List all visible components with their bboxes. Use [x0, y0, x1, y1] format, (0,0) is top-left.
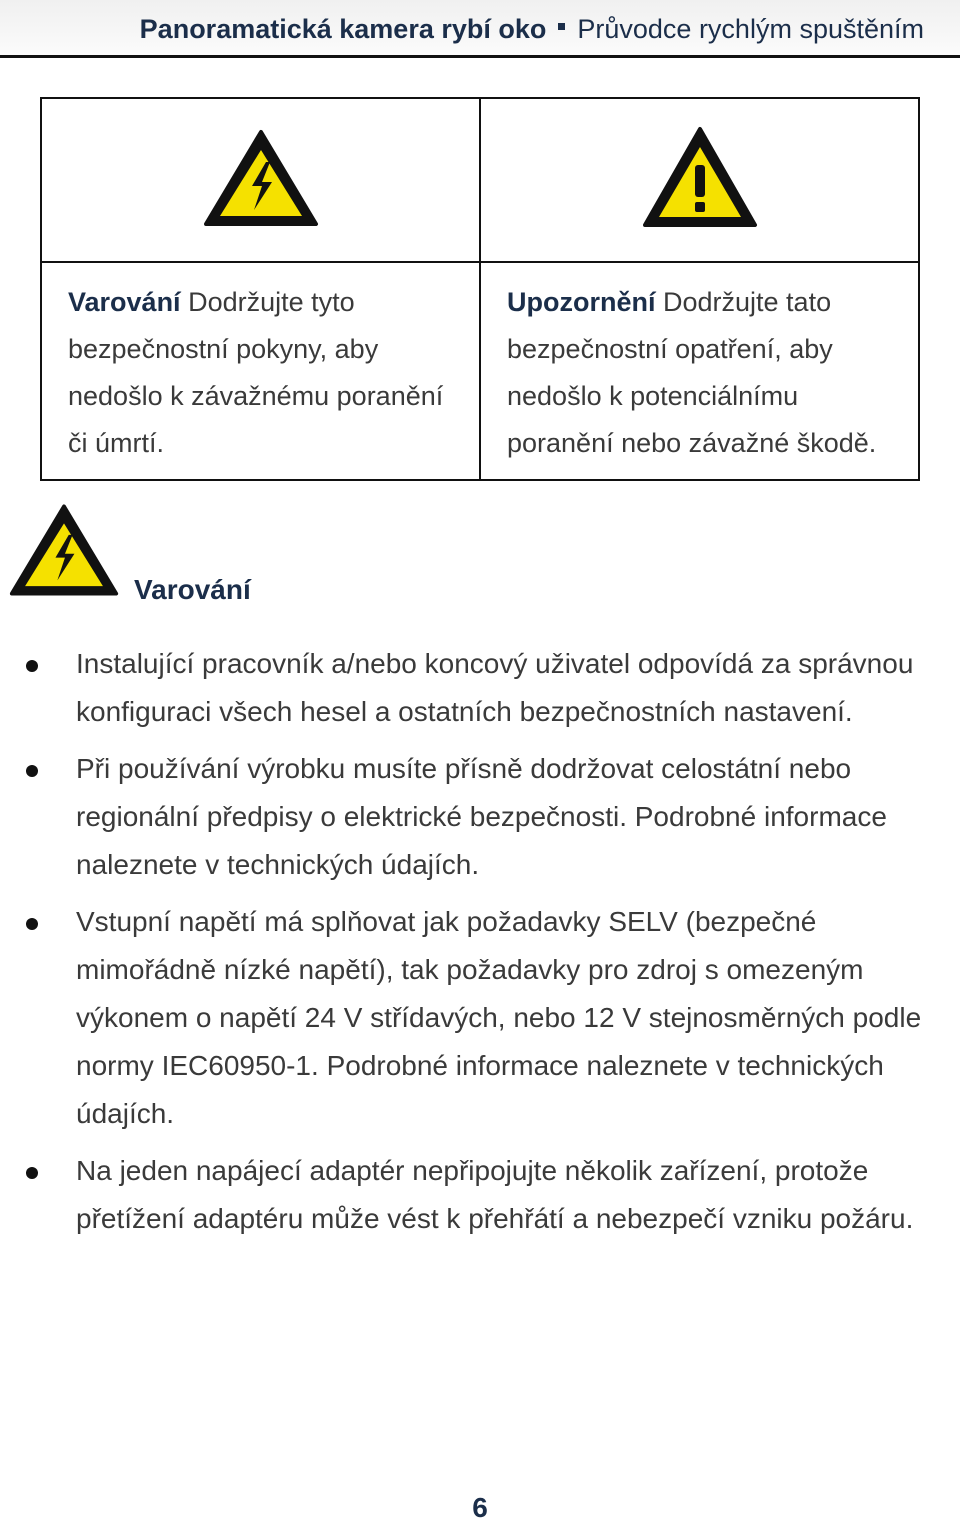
bullet-icon — [26, 918, 38, 930]
bullet-icon — [26, 1167, 38, 1179]
header-separator — [558, 23, 565, 30]
caution-label: Upozornění — [507, 287, 656, 317]
warning-label: Varování — [68, 287, 181, 317]
list-item-text: Instalující pracovník a/nebo koncový uživatel odpovídá za správnou konfiguraci všech hesel a ostatních bezpečnostních nastavení. — [76, 648, 914, 727]
document-subtitle: Průvodce rychlým spuštěním — [577, 14, 924, 44]
bullet-icon — [26, 765, 38, 777]
list-item — [0, 1147, 960, 1243]
exclamation-caution-icon — [641, 125, 759, 231]
hazard-legend-table — [40, 97, 920, 481]
section-heading: Varování — [134, 574, 251, 605]
caution-description-cell — [480, 262, 919, 480]
warning-bullet-list — [0, 640, 960, 1252]
header-text — [140, 14, 924, 45]
high-voltage-warning-icon — [8, 500, 120, 600]
page-number: 6 — [472, 1492, 488, 1523]
warning-description-cell — [41, 262, 480, 480]
warning-icon-cell — [41, 98, 480, 262]
list-item — [0, 898, 960, 1138]
bullet-icon — [26, 660, 38, 672]
document-title: Panoramatická kamera rybí oko — [139, 14, 547, 44]
list-item — [0, 640, 960, 736]
caution-description: Dodržujte tato bezpečnostní opatření, aby nedošlo k potenciálnímu poranění nebo závažné škodě. — [507, 287, 877, 458]
warning-description: Dodržujte tyto bezpečnostní pokyny, aby nedošlo k závažnému poranění či úmrtí. — [68, 287, 444, 458]
list-item-text: Při používání výrobku musíte přísně dodržovat celostátní nebo regionální předpisy o elektrické bezpečnosti. Podrobné informace naleznete v technických údajích. — [76, 753, 887, 880]
page-header — [0, 0, 960, 58]
caution-icon-cell — [480, 98, 919, 262]
list-item-text: Na jeden napájecí adaptér nepřipojujte několik zařízení, protože přetížení adaptéru může vést k přehřátí a nebezpečí vzniku požáru. — [76, 1155, 914, 1234]
high-voltage-warning-icon — [202, 128, 320, 228]
list-item-text: Vstupní napětí má splňovat jak požadavky SELV (bezpečné mimořádně nízké napětí), tak požadavky pro zdroj s omezeným výkonem o napětí 24 V střídavých, nebo 12 V stejnosměrných podle normy IEC60950-1. Podrobné informace naleznete v technických údajích. — [76, 906, 922, 1129]
list-item — [0, 745, 960, 889]
